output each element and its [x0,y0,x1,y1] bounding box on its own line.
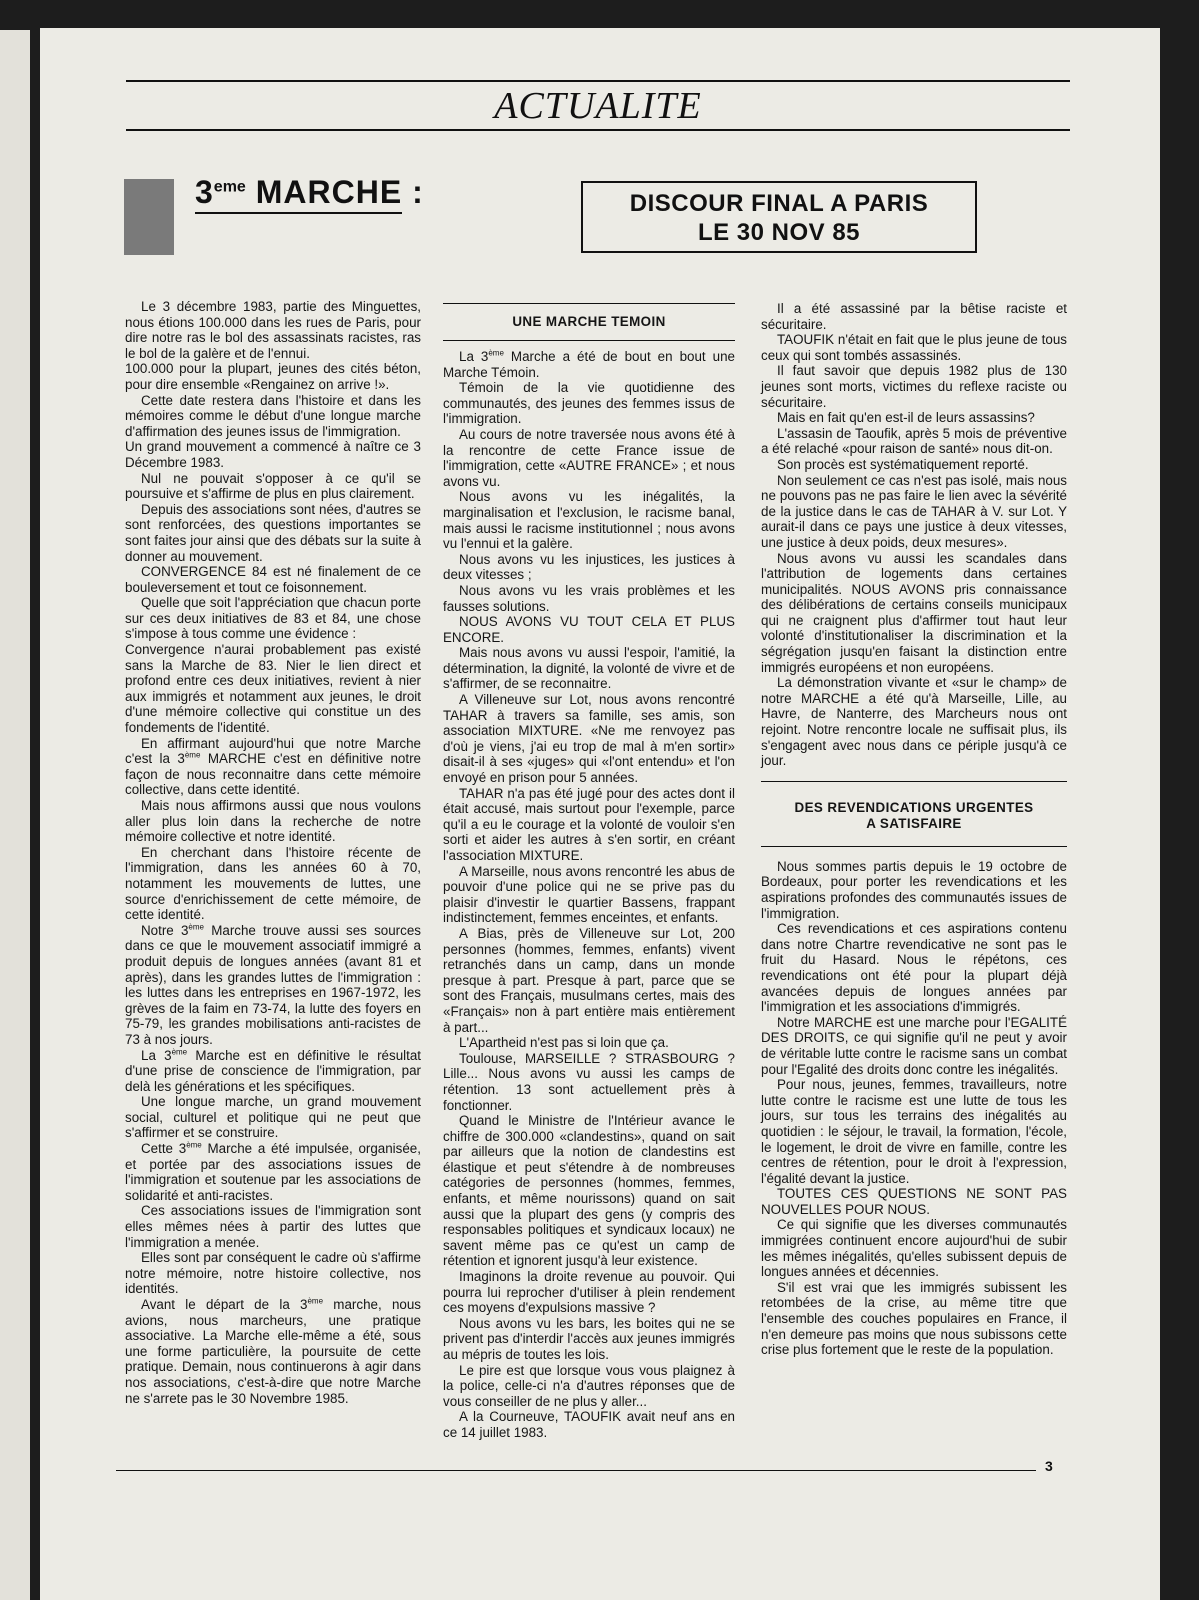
headline-marche [195,174,424,211]
paragraph: La démonstration vivante et «sur le champ» de notre MARCHE a été qu'à Marseille, Lille, au Havre, de Nanterre, des Marcheurs nous ont rejoint. Notre rencontre locale ne suffisait plus, ils s'engagent avec nous dans ce périple jusqu'à ce jour. [761,675,1067,769]
paragraph: Une longue marche, un grand mouvement social, culturel et politique qui ne peut que s'affirmer et se construire. [125,1094,421,1141]
headline-box-line1: DISCOUR FINAL A PARIS [629,190,929,217]
column-3-body-2 [761,859,1067,1358]
paragraph: L'assasin de Taoufik, après 5 mois de préventive a été relaché «pour raison de santé» nous dit-on. [761,425,1067,457]
paragraph: Notre 3ème Marche trouve aussi ses sources dans ce que le mouvement associatif immigré a produit depuis de longues années (avant 81 et après), dans les grandes luttes de l'immigration : les luttes dans les entreprises en 1967-1972, les grèves de la faim en 73-74, la lutte des foyers en 75-79, les grandes mobilisations anti-racistes de 73 à nos jours. [125,922,421,1047]
paragraph: Quelle que soit l'appréciation que chacun porte sur ces deux initiatives de 83 et 84, une chose s'impose à tous comme une évidence : [125,595,421,642]
paragraph: Depuis des associations sont nées, d'autres se sont renforcées, des questions importantes se sont faites jour ainsi que des débats sur la suite à donner au mouvement. [125,501,421,564]
paragraph: La 3ème Marche a été de bout en bout une Marche Témoin. [443,348,735,380]
column-3-body [761,301,1067,769]
paragraph: Le 3 décembre 1983, partie des Minguettes, nous étions 100.000 dans les rues de Paris, pour dire notre ras le bol des assassinats racistes, ras le bol de la galère et de l'ennui. [125,299,421,361]
paragraph: A Marseille, nous avons rencontré les abus de pouvoir d'une police qui ne se prive pas du plaisir d'investir le quartier Bassens, frappant indistinctement, femmes enceintes, et enfants. [443,863,735,926]
paragraph: CONVERGENCE 84 est né finalement de ce bouleversement et tout ce foisonnement. [125,564,421,595]
subheading-rule-bottom [761,846,1067,847]
paragraph: Le pire est que lorsque vous vous plaignez à la police, celle-ci n'a d'autres réponses que de vous conseiller de ne plus y aller... [443,1362,735,1409]
headline-box [581,181,977,253]
footer-rule [116,1470,1036,1471]
header-rule-bottom [126,129,1070,131]
subheading-revendications [761,800,1067,832]
page-number: 3 [1045,1458,1053,1474]
subheading-marche-temoin: UNE MARCHE TEMOIN [512,314,666,329]
paragraph: Témoin de la vie quotidienne des communautés, des jeunes des femmes issus de l'immigration. [443,380,735,427]
headline-number: 3 [195,174,214,210]
subheading-rule-top [443,303,735,304]
paragraph: Il faut savoir que depuis 1982 plus de 130 jeunes sont morts, victimes du reflexe raciste ou sécuritaire. [761,363,1067,410]
paragraph: Cette 3ème Marche a été impulsée, organisée, et portée par des associations issues de l'immigration et soutenue par les associations de solidarité et anti-racistes. [125,1140,421,1203]
paragraph: Un grand mouvement a commencé à naître ce 3 Décembre 1983. [125,439,421,470]
headline-superscript: eme [213,178,246,196]
paragraph: Nul ne pouvait s'opposer à ce qu'il se poursuive et s'affirme de plus en plus clairement. [125,470,421,502]
paragraph: Notre MARCHE est une marche pour l'EGALITÉ DES DROITS, ce qui signifie qu'il ne peut y avoir de véritable lutte contre le racisme sans un combat pour l'Egalité des droits donc contre les inégalités. [761,1014,1067,1077]
paragraph: NOUS AVONS VU TOUT CELA ET PLUS ENCORE. [443,614,735,645]
paragraph: A Bias, près de Villeneuve sur Lot, 200 personnes (hommes, femmes, enfants) vivent retranchés dans un camp, dans un monde presque à part. Presque à part, parce que se sont des Français, musulmans certes, mais des «Français» non à part entière mais entièrement à part... [443,925,735,1035]
paragraph: Cette date restera dans l'histoire et dans les mémoires comme le début d'une longue marche d'affirmation des jeunes issus de l'immigration. [125,392,421,439]
subheading-line1: DES REVENDICATIONS URGENTES [794,799,1034,815]
paragraph: Nous avons vu les bars, les boites qui ne se privent pas d'interdir l'accès aux jeunes immigrés au mépris de toutes les lois. [443,1315,735,1362]
paragraph: S'il est vrai que les immigrés subissent les retombées de la crise, au même titre que l'ensemble des couches populaires en France, il n'en demeure pas moins que nous subissons cette crise plus fortement que le reste de la population. [761,1279,1067,1358]
headline-colon: : [412,174,424,210]
paragraph: Il a été assassiné par la bêtise raciste et sécuritaire. [761,301,1067,332]
paragraph: TOUTES CES QUESTIONS NE SONT PAS NOUVELLES POUR NOUS. [761,1186,1067,1217]
paragraph: Quand le Ministre de l'Intérieur avance le chiffre de 300.000 «clandestins», quand on sait par ailleurs que la notion de clandestins est élastique et peut s'étendre à de nombreuses catégories de personnes (hommes, femmes, enfants, et même nourissons) quand on sait aussi que la plupart des gens (y compris des responsables politiques et syndicaux locaux) ne savent même pas ce qu'est un camp de rétention et ignorent jusqu'à leur existence. [443,1113,735,1269]
paragraph: En affirmant aujourd'hui que notre Marche c'est la 3ème MARCHE c'est en définitive notre façon de nous reconnaitre dans cette mémoire collective, dans cette identité. [125,735,421,798]
section-title: ACTUALITE [494,85,702,127]
grey-marker-block [124,179,174,255]
article-column-3 [761,301,1067,1358]
paragraph: TAOUFIK n'était en fait que le plus jeune de tous ceux qui sont tombés assassinés. [761,332,1067,363]
paragraph: 100.000 pour la plupart, jeunes des cités béton, pour dire ensemble «Rengainez on arrive !». [125,361,421,392]
paragraph: Nous avons vu les injustices, les justices à deux vitesses ; [443,551,735,583]
paragraph: Elles sont par conséquent le cadre où s'affirme notre mémoire, notre histoire collective, nos identités. [125,1250,421,1297]
subheading-rule-bottom [443,340,735,341]
paragraph: Mais nous affirmons aussi que nous voulons aller plus loin dans la recherche de notre mémoire collective et notre identité. [125,798,421,845]
paragraph: Ces associations issues de l'immigration sont elles mêmes nées à partir des luttes que l'immigration a menée. [125,1203,421,1250]
paragraph: Convergence n'aurai probablement pas existé sans la Marche de 83. Nier le lien direct et profond entre ces deux initiatives, revient à nier aux immigrés et notamment aux jeunes, le droit d'une mémoire collective qui constitue un des fondements de l'identité. [125,642,421,736]
paragraph: Imaginons la droite revenue au pouvoir. Qui pourra lui reprocher d'utiliser à plein rendement ces moyens d'expulsions massive ? [443,1269,735,1316]
paragraph: Ce qui signifie que les diverses communautés immigrées continuent encore aujourd'hui de subir les mêmes inégalités, qu'elles subissent depuis de longues années et décennies. [761,1217,1067,1280]
article-column-1 [125,299,421,1406]
paragraph: Pour nous, jeunes, femmes, travailleurs, notre lutte contre le racisme est une lutte de tous les jours, sur tous les terrains des inégalités au quotidien : le séjour, le travail, la formation, l'école, le logement, le droit de vivre en famille, contre les centres de rétention, pour le droit à l'expression, l'égalité devant la justice. [761,1077,1067,1186]
paragraph: TAHAR n'a pas été jugé pour des actes dont il était accusé, mais surtout pour l'exemple, parce qu'il a eu le courage et la volonté de vouloir s'en sorti et aider les autres à s'en sortir, en créant l'association MIXTURE. [443,785,735,863]
subheading-line2: A SATISFAIRE [866,815,962,831]
subheading-rule-top [761,781,1067,782]
paragraph: Nous avons vu aussi les scandales dans l'attribution de logements dans certaines municipalités. NOUS AVONS pris connaissance des délibérations de certains conseils municipaux qui ne craignent plus d'affirmer tout haut leur volonté d'institutionaliser la discrimination et la ségrégation jusqu'en faisant la distinction entre immigrés européens et non européens. [761,550,1067,675]
paragraph: Non seulement ce cas n'est pas isolé, mais nous ne pouvons pas ne pas faire le lien avec la sévérité de la justice dans le cas de TAHAR à V. sur Lot. Y aurait-il dans ce pays une justice à deux vitesses, une justice à deux poids, deux mesures». [761,472,1067,550]
paragraph: Toulouse, MARSEILLE ? STRASBOURG ? Lille... Nous avons vu aussi les camps de rétention. 13 sont actuellement près à fonctionner. [443,1050,735,1113]
article-column-2 [443,303,735,1441]
headline-word: MARCHE [255,174,403,210]
paragraph: Ces revendications et ces aspirations contenu dans notre Chartre revendicative ne sont pas le fruit du Hasard. Nous le répétons, ces revendications ont été pour la plupart déjà avancées depuis de longues années par l'immigration et les associations d'immigrés. [761,921,1067,1015]
magazine-page [40,28,1160,1600]
paragraph: Avant le départ de la 3ème marche, nous avions, nous marcheurs, une pratique associative. La Marche elle-même a été, sous une forme particulière, la poursuite de cette pratique. Demain, nous continuerons à agir dans nos associations, c'est-à-dire que notre Marche ne s'arrete pas le 30 Novembre 1985. [125,1296,421,1406]
paragraph: En cherchant dans l'histoire récente de l'immigration, dans les années 60 à 70, notamment les mouvements de luttes, une source d'enrichissement de cette mémoire, de cette identité. [125,844,421,923]
header-rule-top [126,80,1070,82]
paragraph: Nous sommes partis depuis le 19 octobre de Bordeaux, pour porter les revendications et les aspirations profondes des communautés issues de l'immigration. [761,858,1067,921]
paragraph: Au cours de notre traversée nous avons été à la rencontre de cette France issue de l'immigration, cette «AUTRE FRANCE» ; et nous avons vu. [443,426,735,489]
paragraph: Son procès est systématiquement reporté. [777,456,1029,472]
paragraph: A Villeneuve sur Lot, nous avons rencontré TAHAR à travers sa famille, ses amis, son association MIXTURE. «Ne me renvoyez pas d'où je viens, j'ai eu trop de mal à m'en sortir» disait-il à ses «juges» qui «l'ont entendu» et l'on envoyé en prison pour 5 années. [443,692,735,786]
column-2-body [443,349,735,1441]
paragraph: L'Apartheid n'est pas si loin que ça. [459,1035,669,1051]
paragraph: La 3ème Marche est en définitive le résultat d'une prise de conscience de l'immigration, par delà les générations et les spécifiques. [125,1047,421,1094]
previous-page-edge [0,30,30,1600]
paragraph: A la Courneuve, TAOUFIK avait neuf ans en ce 14 juillet 1983. [443,1409,735,1440]
paragraph: Mais nous avons vu aussi l'espoir, l'amitié, la détermination, la dignité, la volonté de vivre et de s'affirmer, de se reconnaitre. [443,645,735,692]
paragraph: Mais en fait qu'en est-il de leurs assassins? [777,410,1035,426]
paragraph: Nous avons vu les vrais problèmes et les fausses solutions. [443,582,735,614]
headline-box-line2: LE 30 NOV 85 [697,219,861,246]
headline-marche-underlined [195,174,402,214]
paragraph: Nous avons vu les inégalités, la marginalisation et l'exclusion, le racisme banal, mais aussi le racisme institutionnel ; nous avons vu l'ennui et la galère. [443,489,735,552]
